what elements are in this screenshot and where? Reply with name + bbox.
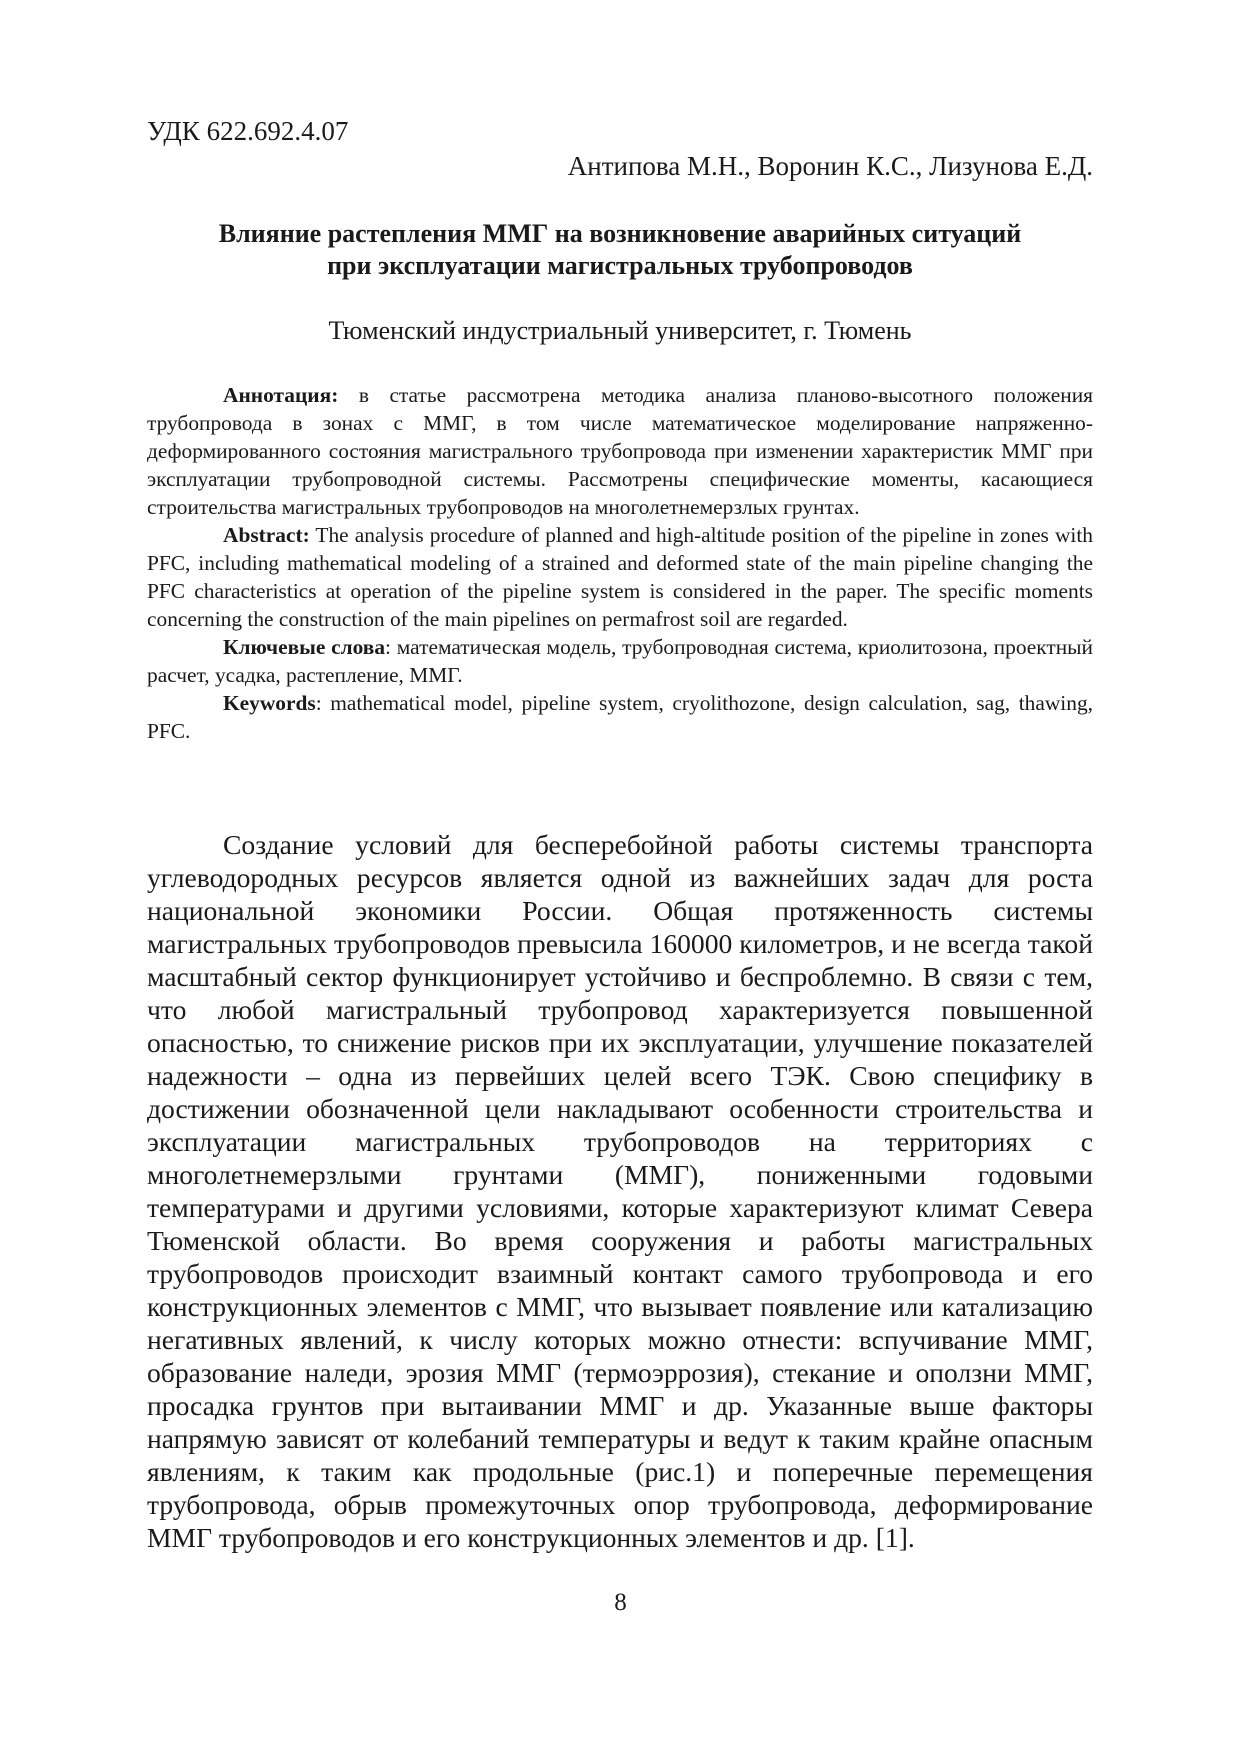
keywords-en-text: : mathematical model, pipeline system, cryolithozone, design calculation, sag, thawing, PFC. [147, 691, 1093, 743]
affiliation: Тюменский индустриальный университет, г. Тюмень [328, 316, 912, 345]
annotation-paragraph [147, 381, 1093, 521]
paper-title-line-2: при эксплуатации магистральных трубопроводов [327, 251, 913, 280]
authors-line: Антипова М.Н., Воронин К.С., Лизунова Е.Д. [567, 151, 1093, 181]
keywords-en-label: Keywords [223, 691, 316, 715]
abstract-text: The analysis procedure of planned and high-altitude position of the pipeline in zones with PFC, including mathematical modeling of a strained and deformed state of the main pipeline changing the PFC characteristics at operation of the pipeline system is considered in the paper. The specific moments concerning the construction of the main pipelines on permafrost soil are regarded. [147, 523, 1093, 631]
abstract-label: Abstract: [223, 523, 310, 547]
page-number: 8 [614, 1589, 627, 1616]
keywords-en-paragraph [147, 689, 1093, 745]
keywords-ru-paragraph [147, 633, 1093, 689]
paper-title-line-1: Влияние растепления ММГ на возникновение аварийных ситуаций [218, 219, 1022, 248]
abstract-paragraph [147, 521, 1093, 633]
front-matter [147, 381, 1093, 745]
udk-code: УДК 622.692.4.07 [147, 116, 349, 146]
keywords-ru-label: Ключевые слова [223, 635, 386, 659]
keywords-ru-text: : математическая модель, трубопроводная система, криолитозона, проектный расчет, усадка, растепление, ММГ. [147, 635, 1093, 687]
body-paragraph: Создание условий для бесперебойной работы системы транспорта углеводородных ресурсов является одной из важнейших задач для роста национальной экономики России. Общая протяженность системы магистральных трубопроводов превысила 160000 километров, и не всегда такой масштабный сектор функционирует устойчиво и беспроблемно. В связи с тем, что любой магистральный трубопровод характеризуется повышенной опасностью, то снижение рисков при их эксплуатации, улучшение показателей надежности – одна из первейших целей всего ТЭК. Свою специфику в достижении обозначенной цели накладывают особенности строительства и эксплуатации магистральных трубопроводов на территориях с многолетнемерзлыми грунтами (ММГ), пониженными годовыми температурами и другими условиями, которые характеризуют климат Севера Тюменской области. Во время сооружения и работы магистральных трубопроводов происходит взаимный контакт самого трубопровода и его конструкционных элементов с ММГ, что вызывает появление или катализацию негативных явлений, к числу которых можно отнести: вспучивание ММГ, образование наледи, эрозия ММГ (термоэррозия), стекание и оползни ММГ, просадка грунтов при вытаивании ММГ и др. Указанные выше факторы напрямую зависят от колебаний температуры и ведут к таким крайне опасным явлениям, к таким как продольные (рис.1) и поперечные перемещения трубопровода, обрыв промежуточных опор трубопровода, деформирование ММГ трубопроводов и его конструкционных элементов и др. [1]. [147, 829, 1093, 1553]
paper-title [147, 218, 1093, 282]
annotation-label: Аннотация: [223, 383, 339, 407]
annotation-text: в статье рассмотрена методика анализа планово-высотного положения трубопровода в зонах с ММГ, в том числе математическое моделирование напряженно-деформированного состояния магистрального трубопровода при изменении характеристик ММГ при эксплуатации трубопроводной системы. Рассмотрены специфические моменты, касающиеся строительства магистральных трубопроводов на многолетнемерзлых грунтах. [147, 383, 1093, 519]
